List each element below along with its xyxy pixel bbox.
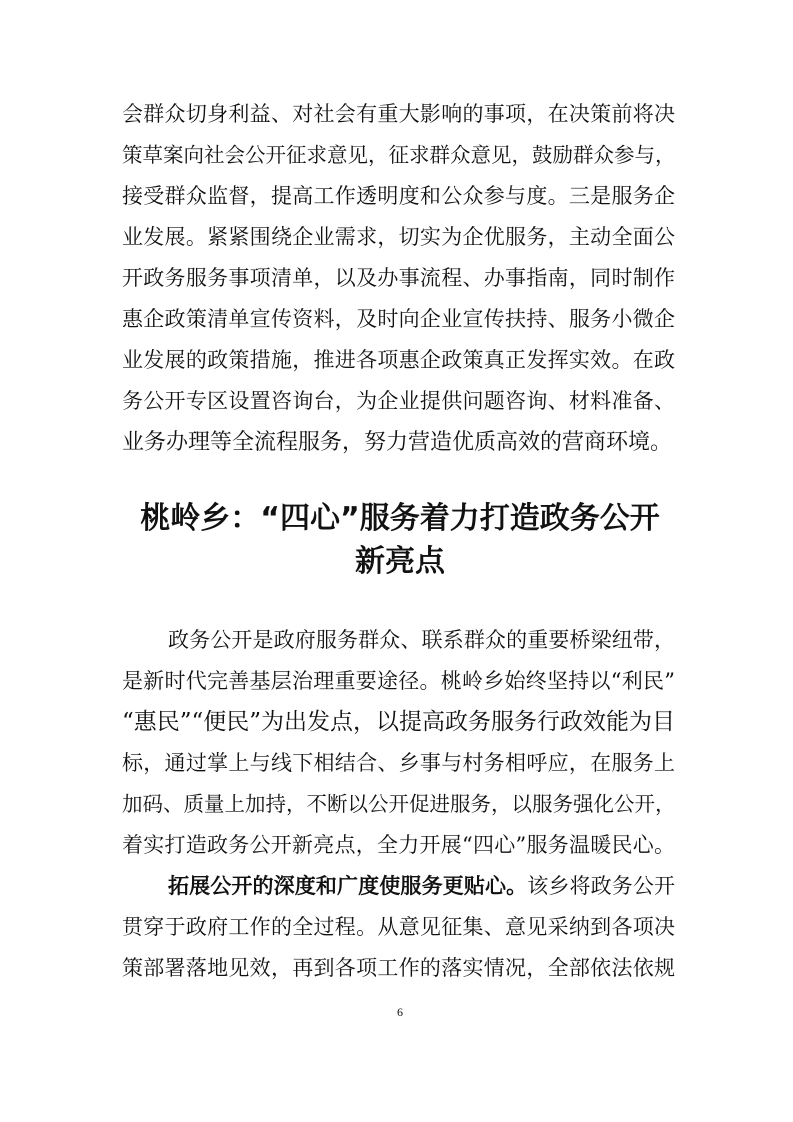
paragraph-line: 政务公开是政府服务群众、联系群众的重要桥梁纽带， [168, 628, 675, 652]
paragraph-line: 策部署落地见效，再到各项工作的落实情况，全部依法依规 [122, 956, 675, 980]
page-number: 6 [397, 1005, 403, 1019]
paragraph-line: “惠民”“便民”为出发点，以提高政务服务行政效能为目 [122, 709, 676, 735]
paragraph-line: 着实打造政务公开新亮点，全力开展“四心”服务温暖民心。 [122, 833, 675, 857]
paragraph-line: 会群众切身利益、对社会有重大影响的事项，在决策前将决 [122, 102, 675, 126]
paragraph-line: 加码、质量上加持，不断以公开促进服务，以服务强化公开， [122, 792, 676, 816]
paragraph-line: 接受群众监督，提高工作透明度和公众参与度。三是服务企 [122, 184, 675, 208]
paragraph-line: 贯穿于政府工作的全过程。从意见征集、意见采纳到各项决 [122, 915, 675, 939]
paragraph-line: 是新时代完善基层治理重要途径。桃岭乡始终坚持以“利民” [122, 669, 675, 693]
heading-line: 新亮点 [355, 544, 445, 579]
paragraph-line: 业发展。紧紧围绕企业需求，切实为企优服务，主动全面公 [122, 225, 675, 249]
paragraph-line: 开政务服务事项清单，以及办事流程、办事指南，同时制作 [122, 266, 675, 290]
paragraph-line: 业发展的政策措施，推进各项惠企政策真正发挥实效。在政 [122, 348, 675, 372]
paragraph-line: 业务办理等全流程服务，努力营造优质高效的营商环境。 [122, 430, 673, 455]
heading-line: 桃岭乡：“四心”服务着力打造政务公开 [140, 501, 660, 536]
paragraph-line: 惠企政策清单宣传资料，及时向企业宣传扶持、服务小微企 [122, 307, 675, 331]
paragraph-lead-bold: 拓展公开的深度和广度使服务更贴心。 [168, 874, 528, 898]
paragraph-line [168, 872, 675, 901]
paragraph-line: 策草案向社会公开征求意见，征求群众意见，鼓励群众参与， [122, 143, 676, 167]
paragraph-lead-rest: 该乡将政务公开 [527, 874, 676, 898]
paragraph-line: 标，通过掌上与线下相结合、乡事与村务相呼应，在服务上 [122, 751, 675, 775]
paragraph-line: 务公开专区设置咨询台，为企业提供问题咨询、材料准备、 [122, 389, 675, 413]
